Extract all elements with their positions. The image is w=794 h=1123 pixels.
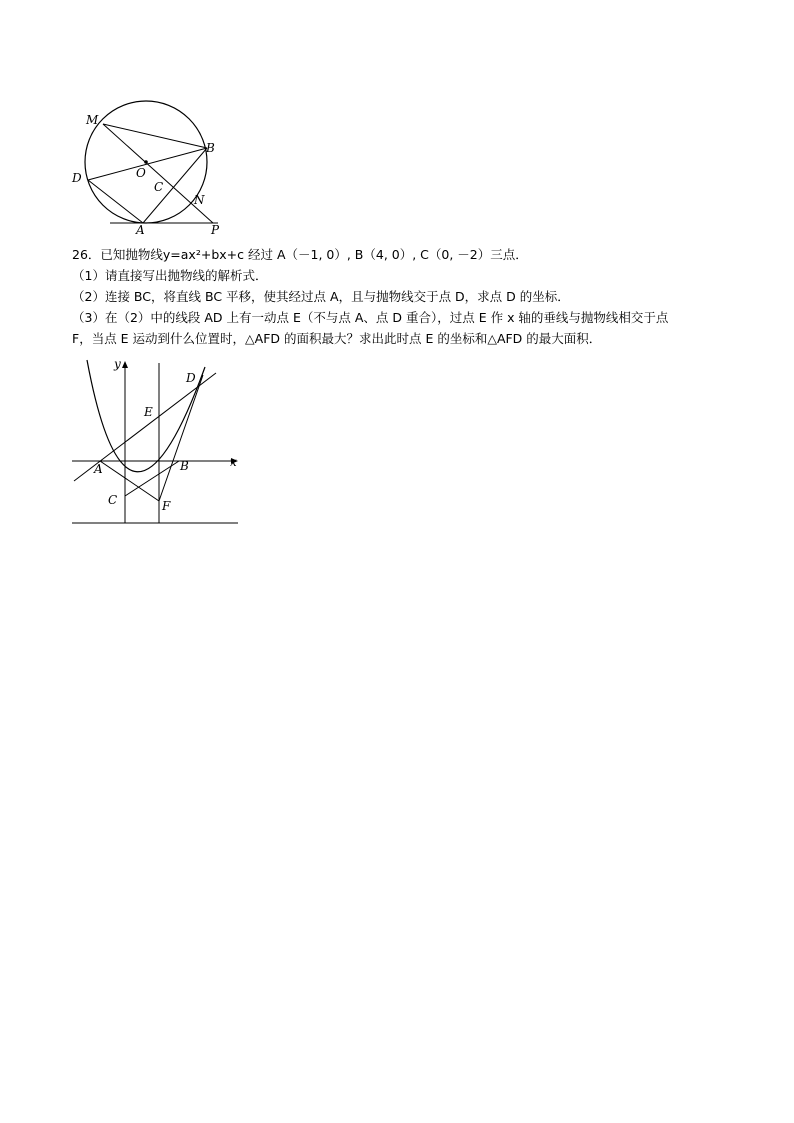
label-o: O	[136, 166, 146, 180]
label-c: C	[154, 180, 164, 194]
problem-part-3-line-1: （3）在（2）中的线段 AD 上有一动点 E（不与点 A、点 D 重合），过点 E 作 x 轴的垂线与抛物线相交于点	[72, 310, 669, 325]
circle-diagram	[70, 100, 230, 240]
label-d: D	[72, 171, 82, 185]
label-f: F	[162, 499, 171, 513]
label-p: P	[211, 223, 220, 237]
problem-part-3-line-2: F，当点 E 运动到什么位置时，△AFD 的面积最大？求出此时点 E 的坐标和△AFD 的最大面积．	[72, 331, 602, 346]
label-b: B	[206, 141, 215, 155]
segment-db	[88, 148, 207, 180]
segment-fd	[159, 375, 203, 501]
parabola-diagram	[70, 355, 245, 530]
problem-intro: 26．已知抛物线y=ax²+bx+c 经过 A（－1, 0）, B（4, 0）, C（0, －2）三点．	[72, 247, 528, 262]
circle-figure	[70, 100, 230, 240]
label-d: D	[186, 371, 196, 385]
segment-ab	[143, 148, 207, 223]
label-a: A	[94, 462, 103, 476]
label-n: N	[194, 193, 205, 207]
problem-part-2: （2）连接 BC，将直线 BC 平移，使其经过点 A，且与抛物线交于点 D，求点 D 的坐标．	[72, 289, 570, 304]
label-c: C	[108, 493, 118, 507]
problem-part-1: （1）请直接写出抛物线的解析式．	[72, 268, 268, 283]
y-axis-arrow	[122, 361, 128, 368]
segment-mp	[103, 124, 213, 223]
segment-da	[88, 180, 143, 223]
parabola-figure	[70, 355, 245, 530]
problem-26	[72, 244, 722, 349]
label-x: x	[230, 455, 237, 469]
segment-mb	[103, 124, 207, 148]
label-e: E	[144, 405, 153, 419]
center-point-o	[144, 160, 148, 164]
label-a: A	[136, 223, 145, 237]
label-y: y	[114, 357, 121, 371]
label-m: M	[86, 113, 99, 127]
label-b: B	[180, 459, 189, 473]
